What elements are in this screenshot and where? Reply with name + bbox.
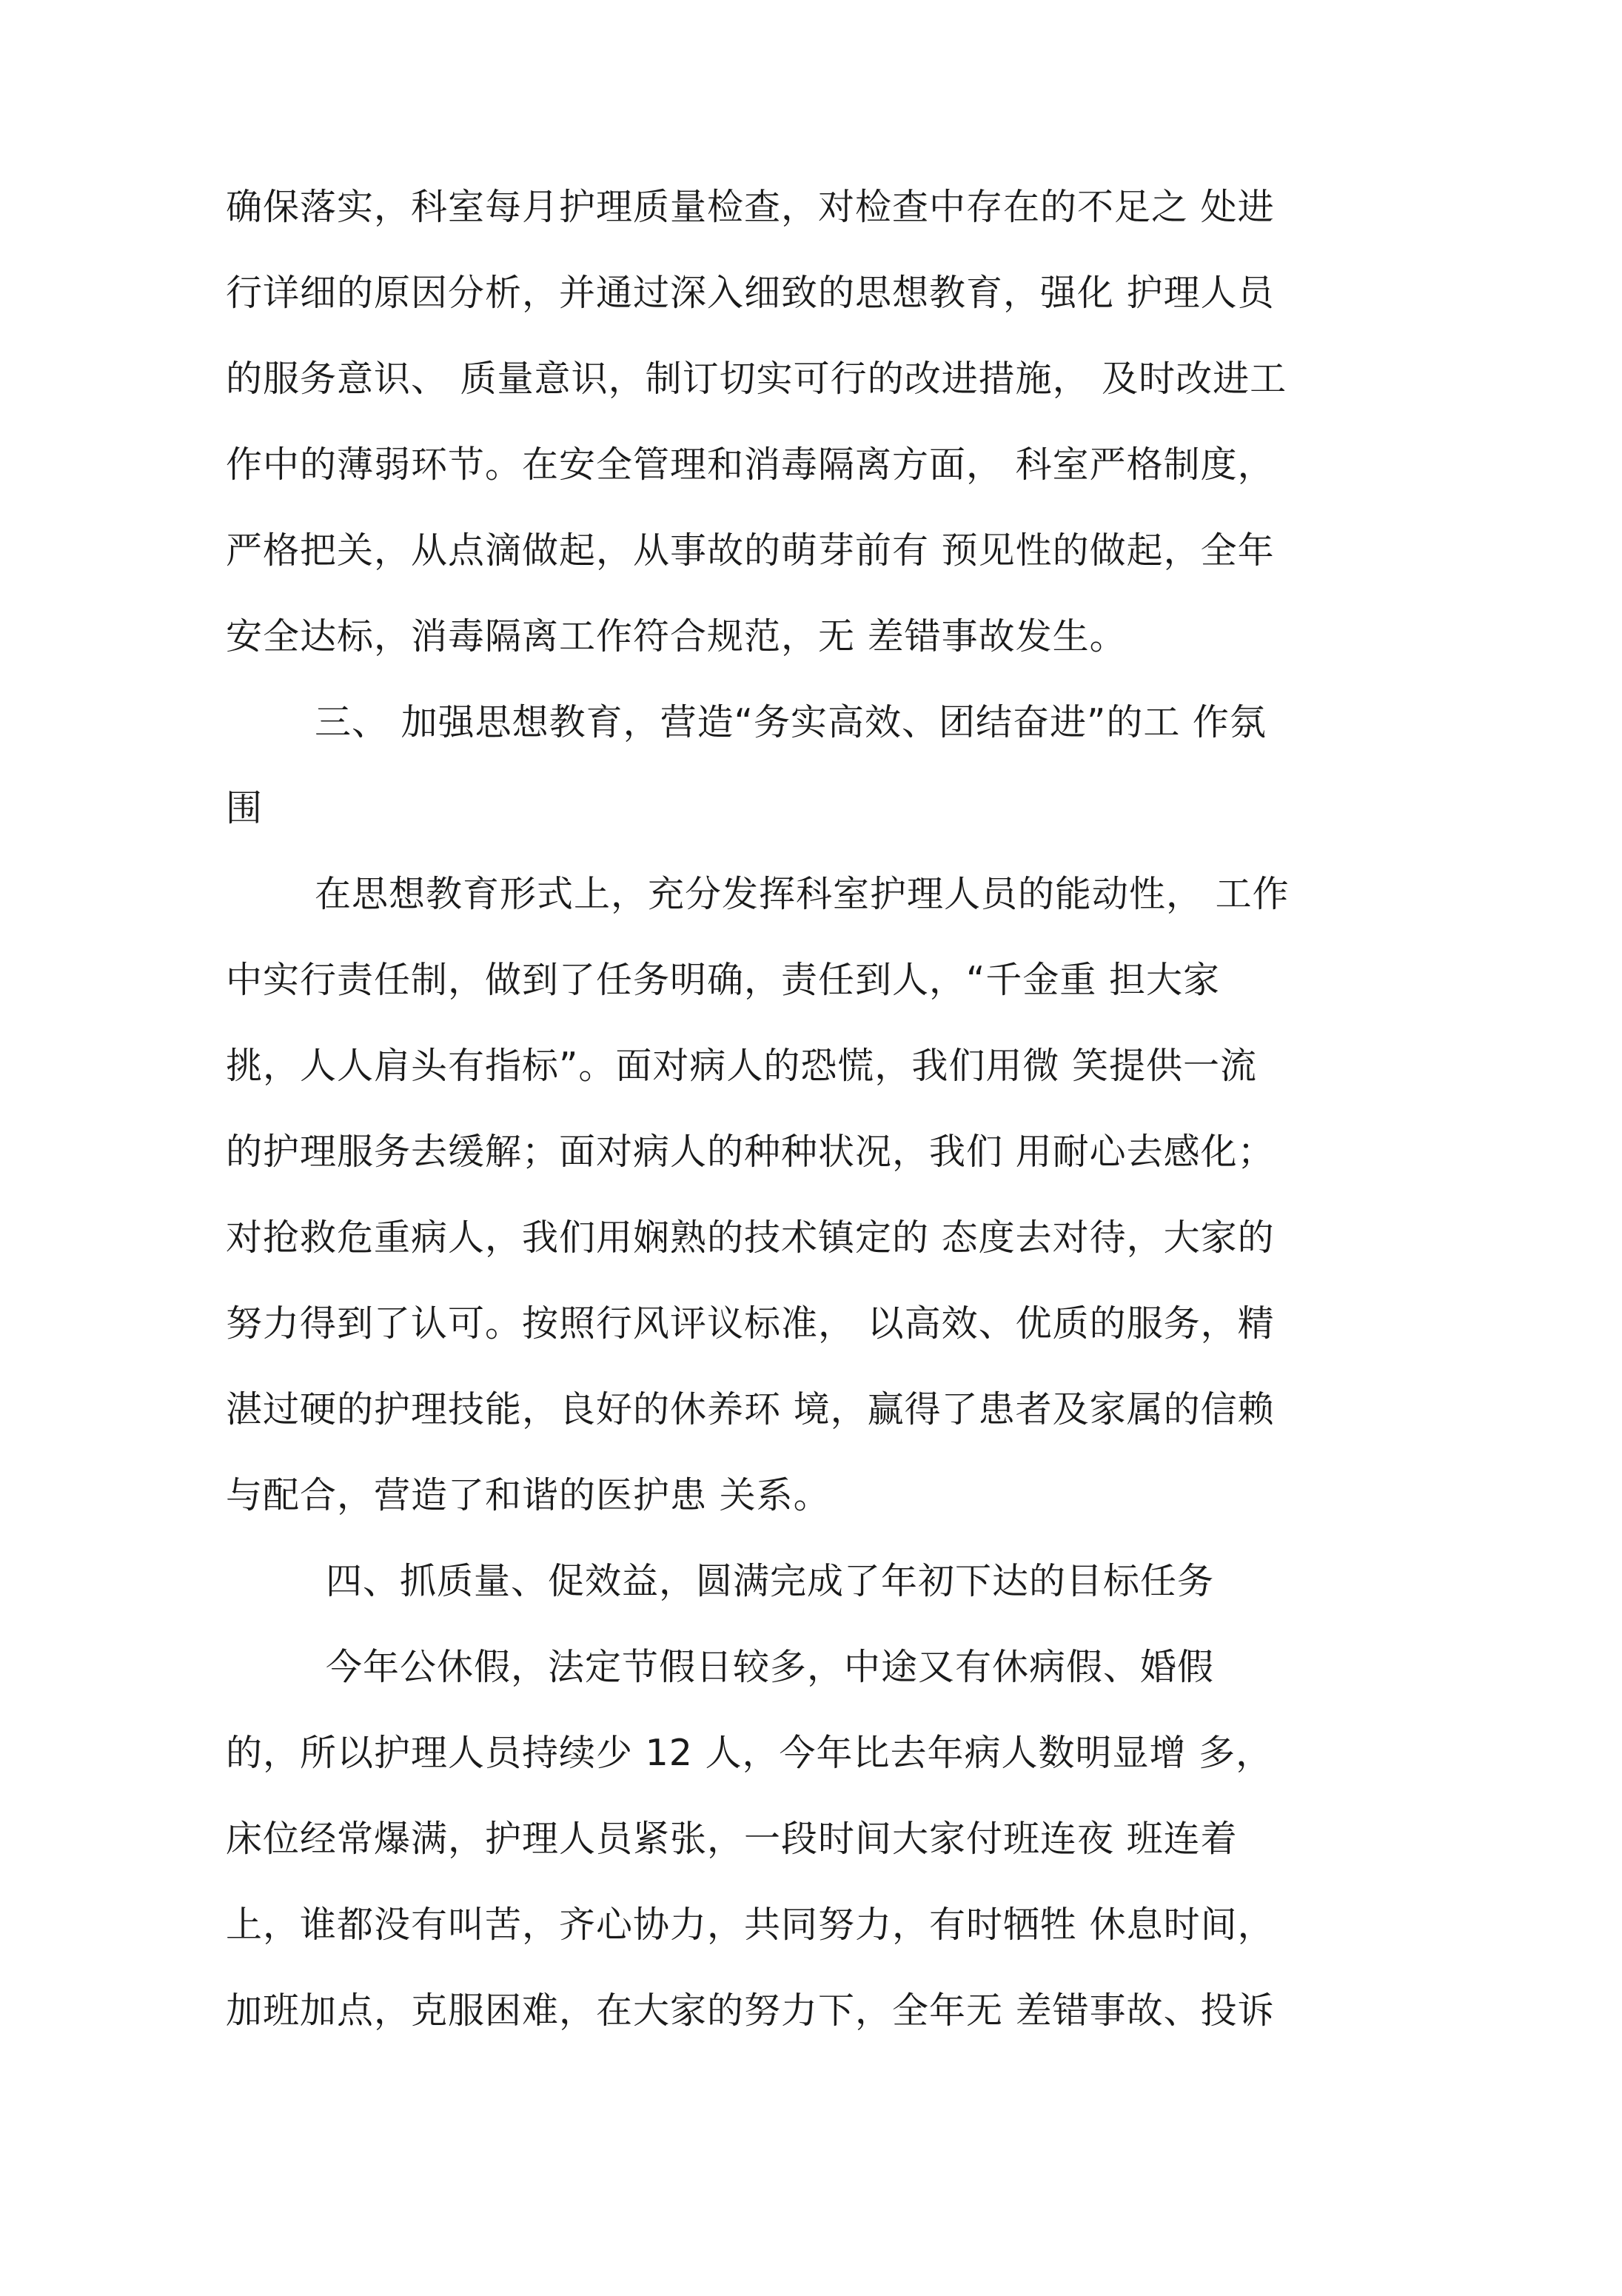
- text-line: 湛过硬的护理技能，良好的休养环 境，赢得了患者及家属的信赖: [226, 1388, 1275, 1430]
- text-line: 安全达标，消毒隔离工作符合规范，无 差错事故发生。: [226, 615, 1127, 657]
- text-line: 作中的薄弱环节。在安全管理和消毒隔离方面， 科室严格制度，: [226, 444, 1275, 486]
- text-line: 与配合，营造了和谐的医护患 关系。: [226, 1474, 831, 1516]
- text-line: 努力得到了认可。按照行风评议标准， 以高效、优质的服务，精: [226, 1302, 1275, 1345]
- text-line: 对抢救危重病人，我们用娴熟的技术镇定的 态度去对待，大家的: [226, 1216, 1275, 1259]
- section-heading: 三、 加强思想教育，营造“务实高效、团结奋进”的工 作氛: [315, 701, 1267, 743]
- text-line: 的护理服务去缓解；面对病人的种种状况，我们 用耐心去感化；: [226, 1131, 1275, 1173]
- text-line: 确保落实，科室每月护理质量检查，对检查中存在的不足之 处进: [226, 186, 1275, 228]
- text-line: 在思想教育形式上，充分发挥科室护理人员的能动性， 工作: [315, 873, 1290, 915]
- text-line: 今年公休假，法定节假日较多，中途又有休病假、婚假: [326, 1646, 1215, 1688]
- text-line: 加班加点，克服困难，在大家的努力下，全年无 差错事故、投诉: [226, 1989, 1275, 2032]
- text-line: 上，谁都没有叫苦，齐心协力，共同努力，有时牺牲 休息时间，: [226, 1904, 1275, 1946]
- text-line: 挑，人人肩头有指标”。面对病人的恐慌，我们用微 笑提供一流: [226, 1045, 1257, 1087]
- text-line: 行详细的原因分析，并通过深入细致的思想教育，强化 护理人员: [226, 272, 1275, 314]
- text-line: 床位经常爆满，护理人员紧张，一段时间大家付班连夜 班连着: [226, 1818, 1238, 1860]
- text-line: 的服务意识、 质量意识，制订切实可行的改进措施， 及时改进工: [226, 358, 1287, 400]
- text-line: 严格把关，从点滴做起，从事故的萌芽前有 预见性的做起，全年: [226, 529, 1275, 572]
- section-heading: 四、抓质量、促效益，圆满完成了年初下达的目标任务: [326, 1560, 1215, 1602]
- text-line: 的，所以护理人员持续少 12 人，今年比去年病人数明显增 多，: [226, 1732, 1273, 1774]
- text-line: 中实行责任制，做到了任务明确，责任到人，“千金重 担大家: [226, 959, 1220, 1001]
- section-heading-continuation: 围: [226, 787, 264, 829]
